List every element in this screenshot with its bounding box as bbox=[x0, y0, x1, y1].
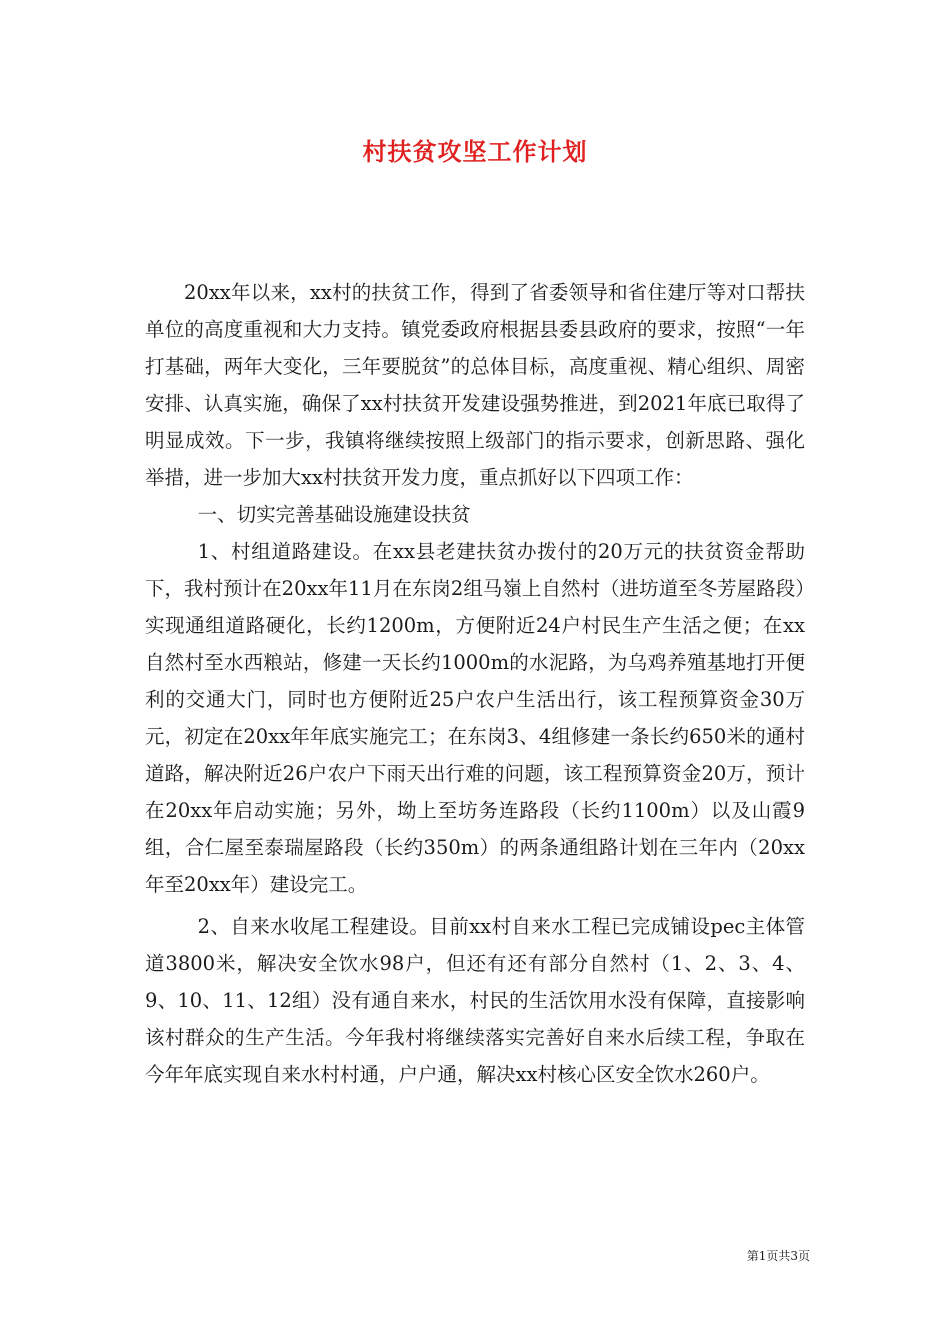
document-title: 村扶贫攻坚工作计划 bbox=[362, 138, 588, 166]
document-body bbox=[145, 274, 805, 1093]
section-heading: 一、切实完善基础设施建设扶贫 bbox=[197, 503, 471, 526]
intro-paragraph: 20xx年以来，xx村的扶贫工作，得到了省委领导和省住建厅等对口帮扶单位的高度重视和大力支持。镇党委政府根据县委县政府的要求，按照“一年打基础，两年大变化，三年要脱贫”的总体目标，高度重视、精心组织、周密安排、认真实施，确保了xx村扶贫开发建设强势推进，到2021年底已取得了明显成效。下一步，我镇将继续按照上级部门的指示要求，创新思路、强化举措，进一步加大xx村扶贫开发力度，重点抓好以下四项工作： bbox=[145, 281, 805, 489]
road-construction-paragraph: 1、村组道路建设。在xx县老建扶贫办拨付的20万元的扶贫资金帮助下，我村预计在20xx年11月在东岗2组马嶺上自然村（进坊道至冬芳屋路段）实现通组道路硬化，长约1200m，方便附近24户村民生产生活之便；在xx自然村至水西粮站，修建一天长约1000m的水泥路，为乌鸡养殖基地打开便利的交通大门，同时也方便附近25户农户生活出行，该工程预算资金30万元，初定在20xx年年底实施完工；在东岗3、4组修建一条长约650米的通村道路，解决附近26户农户下雨天出行难的问题，该工程预算资金20万，预计在20xx年启动实施；另外，坳上至坊务连路段（长约1100m）以及山霞9组，合仁屋至泰瑞屋路段（长约350m）的两条通组路计划在三年内（20xx年至20xx年）建设完工。 bbox=[145, 540, 805, 896]
water-supply-paragraph: 2、自来水收尾工程建设。目前xx村自来水工程已完成铺设pec主体管道3800米，解决安全饮水98户，但还有还有部分自然村（1、2、3、4、9、10、11、12组）没有通自来水，村民的生活饮用水没有保障，直接影响该村群众的生产生活。今年我村将继续落实完善好自来水后续工程，争取在今年年底实现自来水村村通，户户通，解决xx村核心区安全饮水260户。 bbox=[145, 915, 805, 1086]
page-number: 第1页共3页 bbox=[746, 1249, 810, 1263]
